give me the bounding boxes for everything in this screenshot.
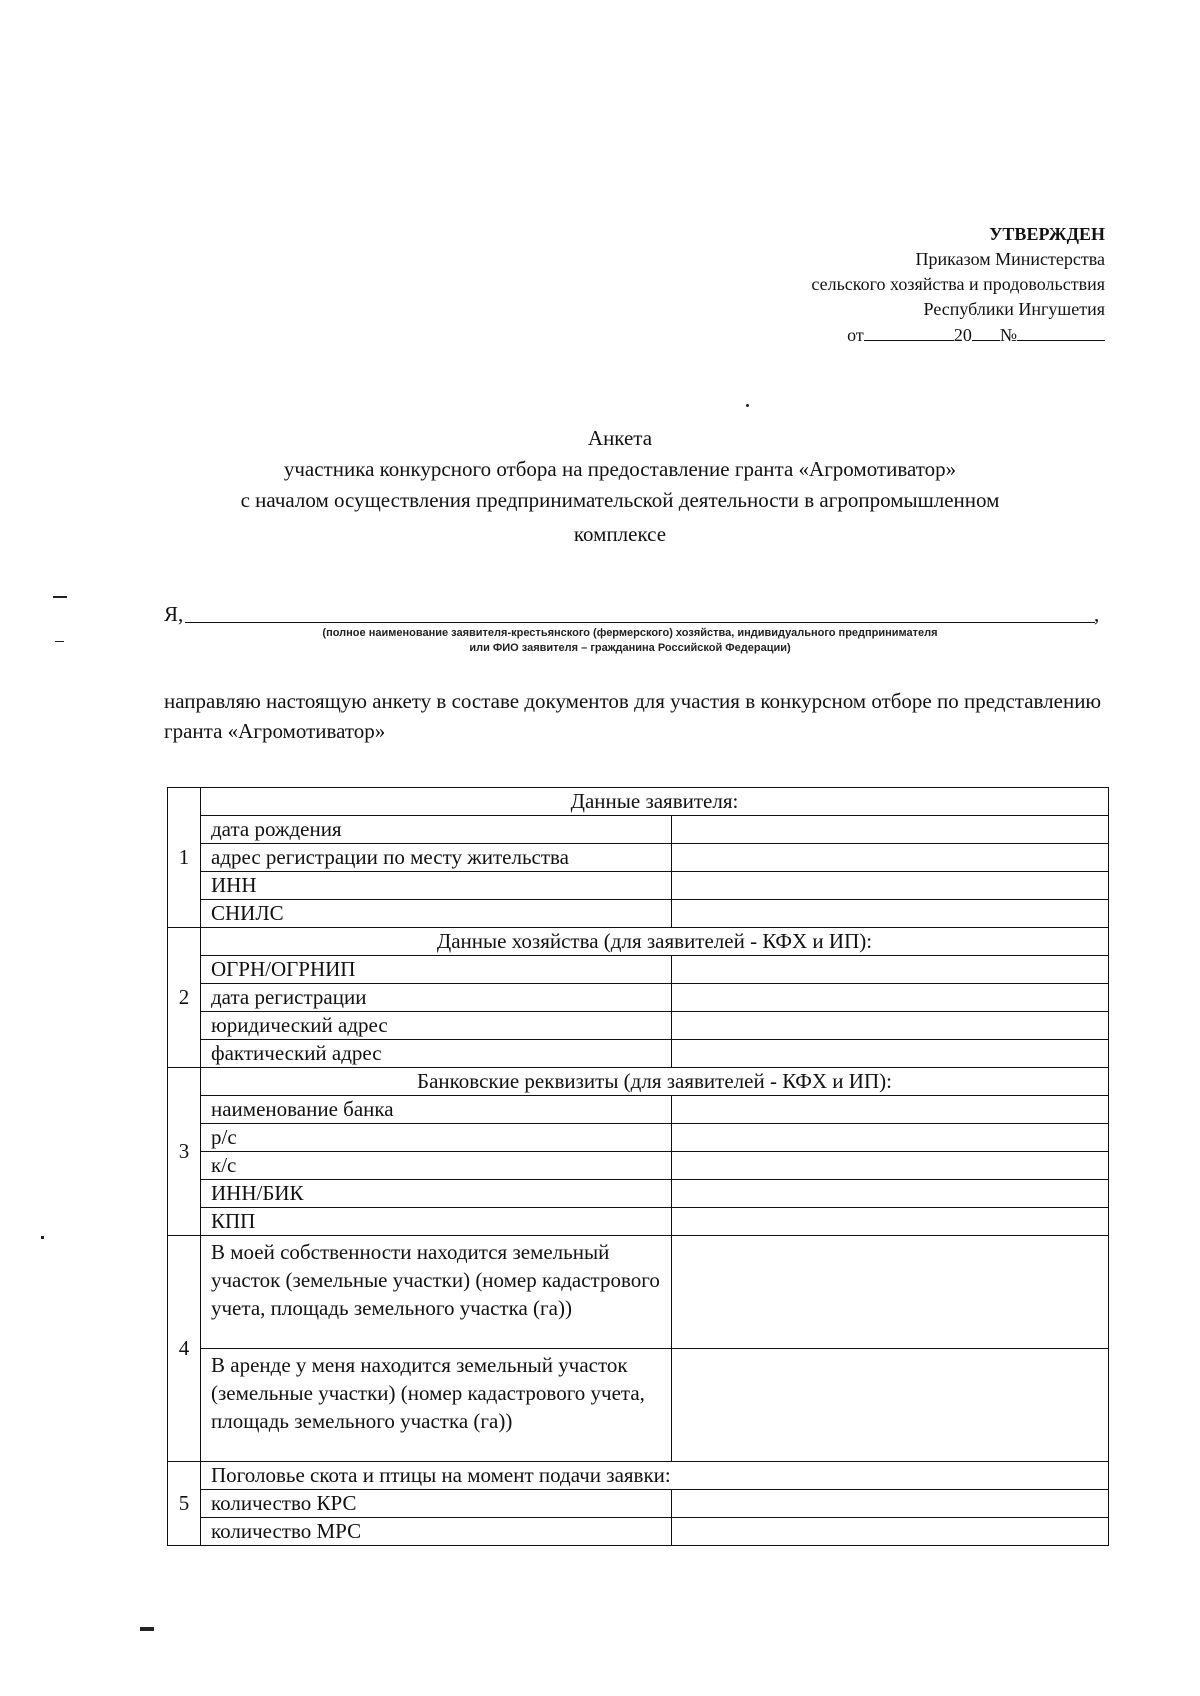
cattle-count-value[interactable] [672,1490,1109,1518]
table-row [168,788,1109,816]
field-label: юридический адрес [201,1012,672,1040]
title-line-2: участника конкурсного отбора на предоставление гранта «Агромотиватор» [283,457,957,481]
settlement-account-value[interactable] [672,1124,1109,1152]
table-row [168,984,1109,1012]
table-row [168,1180,1109,1208]
section-number: 3 [168,1068,201,1236]
section-header: Банковские реквизиты (для заявителей - КФХ и ИП): [201,1068,1109,1096]
approval-line-3: Республики Ингушетия [923,299,1105,319]
small-cattle-count-value[interactable] [672,1518,1109,1546]
owned-land-value[interactable] [672,1236,1109,1349]
applicant-name-field[interactable] [185,622,1095,623]
actual-address-value[interactable] [672,1040,1109,1068]
table-row [168,1012,1109,1040]
field-label: наименование банка [201,1096,672,1124]
section-number: 2 [168,928,201,1068]
declaration-suffix: , [1094,602,1100,626]
table-row [168,928,1109,956]
year-blank[interactable] [972,322,1000,341]
title-line-1: Анкета [587,426,653,450]
table-row [168,1068,1109,1096]
order-number-blank[interactable] [1017,322,1105,341]
approval-line-2: сельского хозяйства и продовольствия [811,274,1105,294]
registration-address-value[interactable] [672,844,1109,872]
registration-date-value[interactable] [672,984,1109,1012]
field-label: количество КРС [201,1490,672,1518]
field-label: количество МРС [201,1518,672,1546]
table-row [168,956,1109,984]
field-label: к/с [201,1152,672,1180]
section-header: Данные хозяйства (для заявителей - КФХ и ИП): [201,928,1109,956]
scan-mark [41,1236,44,1239]
section-number: 5 [168,1462,201,1546]
field-label: ОГРН/ОГРНИП [201,956,672,984]
declaration-prefix: Я, [164,602,184,626]
hint-line-1: (полное наименование заявителя-крестьянского (фермерского) хозяйства, индивидуального предпринимателя [322,627,938,639]
field-label: В моей собственности находится земельный участок (земельные участки) (номер кадастрового учета, площадь земельного участка (га)) [201,1236,672,1349]
table-row [168,1462,1109,1490]
field-label: СНИЛС [201,900,672,928]
scan-mark [53,596,67,598]
intro-paragraph: направляю настоящую анкету в составе документов для участия в конкурсном отборе по представлению гранта «Агромотиватор» [164,689,1102,743]
table-row [168,1518,1109,1546]
snils-value[interactable] [672,900,1109,928]
title-line-3: с началом осуществления предпринимательской деятельности в агропромышленном [240,488,1000,512]
hint-line-2: или ФИО заявителя – гражданина Российской Федерации) [469,642,791,654]
field-label: р/с [201,1124,672,1152]
table-row [168,1236,1109,1349]
date-from-label: от [847,325,864,345]
scan-speck [746,404,749,407]
bank-name-value[interactable] [672,1096,1109,1124]
section-number: 1 [168,788,201,928]
leased-land-value[interactable] [672,1349,1109,1462]
birth-date-value[interactable] [672,816,1109,844]
applicant-name-hint [230,626,1030,656]
table-row [168,1208,1109,1236]
approval-line-1: Приказом Министерства [915,249,1105,269]
applicant-form-table [167,787,1109,1546]
approval-date-line [811,322,1105,348]
correspondent-account-value[interactable] [672,1152,1109,1180]
field-label: ИНН/БИК [201,1180,672,1208]
table-row [168,1096,1109,1124]
approval-heading: УТВЕРЖДЕН [989,224,1105,244]
scan-mark [55,641,64,642]
table-row [168,1040,1109,1068]
field-label: ИНН [201,872,672,900]
field-label: дата рождения [201,816,672,844]
inn-bik-value[interactable] [672,1180,1109,1208]
field-label: адрес регистрации по месту жительства [201,844,672,872]
table-row [168,844,1109,872]
scan-mark [140,1627,154,1631]
table-row [168,1124,1109,1152]
section-number: 4 [168,1236,201,1462]
title-line-4: комплексе [573,522,667,546]
field-label: КПП [201,1208,672,1236]
kpp-value[interactable] [672,1208,1109,1236]
approval-stamp [811,222,1105,348]
table-row [168,1349,1109,1462]
document-title [120,423,1120,550]
table-row [168,872,1109,900]
ogrn-value[interactable] [672,956,1109,984]
table-row [168,1490,1109,1518]
section-header: Данные заявителя: [201,788,1109,816]
order-number-label: № [999,325,1017,345]
section-header: Поголовье скота и птицы на момент подачи заявки: [201,1462,1109,1490]
inn-value[interactable] [672,872,1109,900]
field-label: дата регистрации [201,984,672,1012]
table-row [168,816,1109,844]
date-year-label: 20 [953,325,972,345]
field-label: В аренде у меня находится земельный участок (земельные участки) (номер кадастрового учета, площадь земельного участка (га)) [201,1349,672,1462]
field-label: фактический адрес [201,1040,672,1068]
table-row [168,1152,1109,1180]
table-row [168,900,1109,928]
legal-address-value[interactable] [672,1012,1109,1040]
date-blank[interactable] [864,322,954,341]
